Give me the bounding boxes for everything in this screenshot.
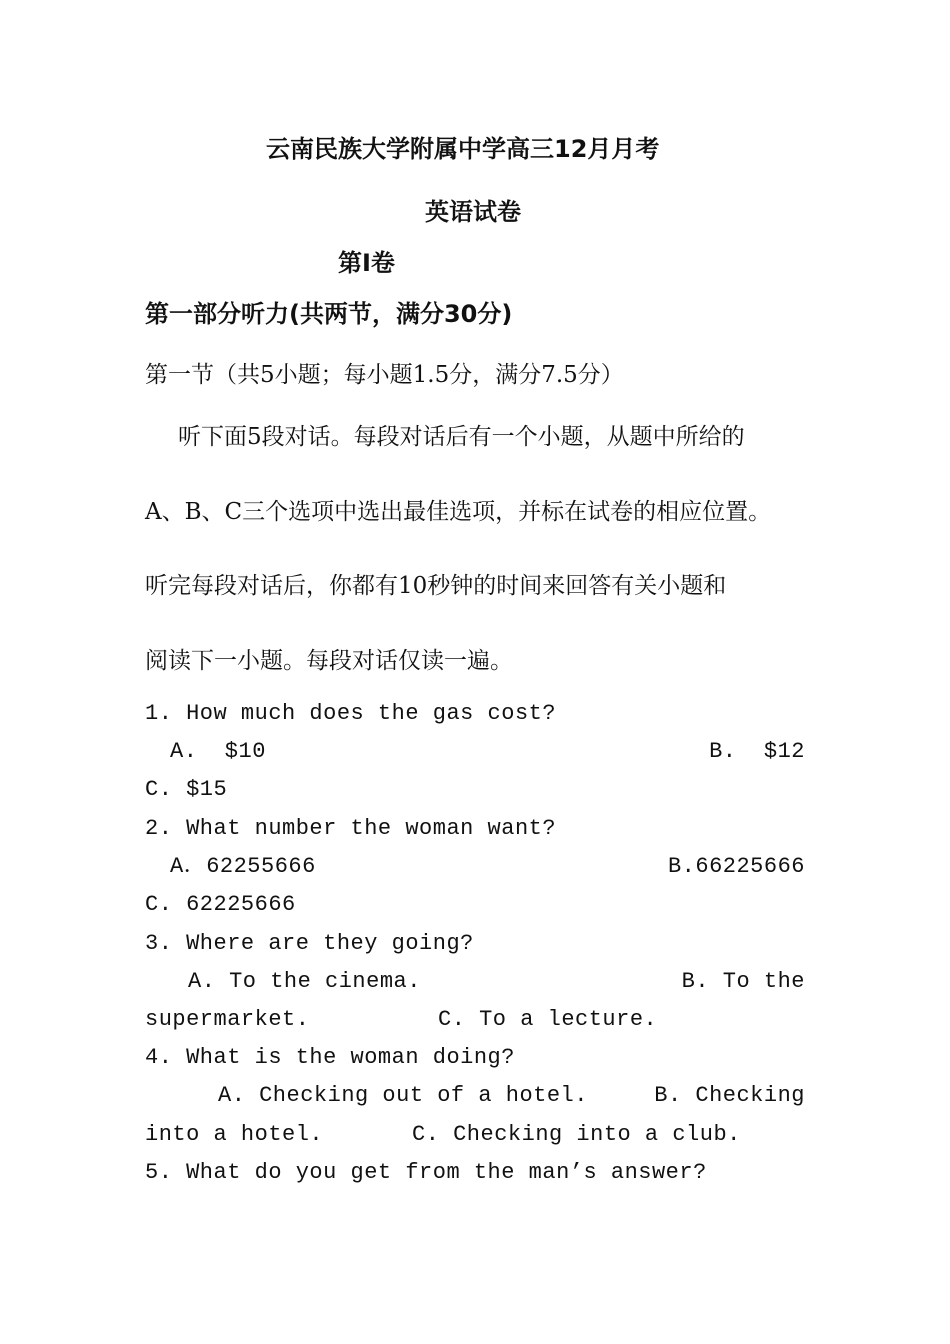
question-2-option-a: A．62255666 <box>170 854 316 879</box>
question-3-option-b: B. To the <box>681 969 805 994</box>
question-1-option-c: C. $15 <box>145 777 228 802</box>
section1-heading: 第一节（共5小题；每小题1.5分，满分7.5分） <box>145 362 624 388</box>
instruction-line-4: 阅读下一小题。每段对话仅读一遍。 <box>145 648 513 674</box>
question-2-stem: 2. What number the woman want? <box>145 816 557 841</box>
question-2-option-b: B.66225666 <box>667 854 805 879</box>
question-5-stem: 5. What do you get from the man’s answer? <box>145 1160 707 1185</box>
question-1-option-a: A. $10 <box>170 739 266 764</box>
question-1-option-b: B. $12 <box>709 739 805 764</box>
question-3-option-b-continued: supermarket. <box>145 1007 310 1032</box>
exam-title: 云南民族大学附属中学高三12月月考 <box>266 135 660 163</box>
question-2-option-c: C. 62225666 <box>145 892 296 917</box>
question-4-option-b: B. Checking <box>654 1083 805 1108</box>
question-3-option-c: C. To a lecture. <box>438 1007 658 1032</box>
instruction-line-2: A、B、C三个选项中选出最佳选项，并标在试卷的相应位置。 <box>145 499 772 525</box>
question-4-stem: 4. What is the woman doing? <box>145 1045 515 1070</box>
question-3-option-a: A. To the cinema. <box>188 969 421 994</box>
instruction-line-3: 听完每段对话后，你都有10秒钟的时间来回答有关小题和 <box>145 573 727 599</box>
question-3-stem: 3. Where are they going? <box>145 931 474 956</box>
volume-label: 第Ⅰ卷 <box>338 249 395 277</box>
question-4-option-c: C. Checking into a club. <box>412 1122 741 1147</box>
part1-heading: 第一部分听力(共两节，满分30分) <box>145 300 513 328</box>
question-1-stem: 1. How much does the gas cost? <box>145 701 557 726</box>
exam-subtitle: 英语试卷 <box>425 198 521 226</box>
instruction-line-1: 听下面5段对话。每段对话后有一个小题，从题中所给的 <box>178 424 745 450</box>
question-4-option-a: A. Checking out of a hotel. <box>218 1083 588 1108</box>
question-4-option-b-continued: into a hotel. <box>145 1122 324 1147</box>
